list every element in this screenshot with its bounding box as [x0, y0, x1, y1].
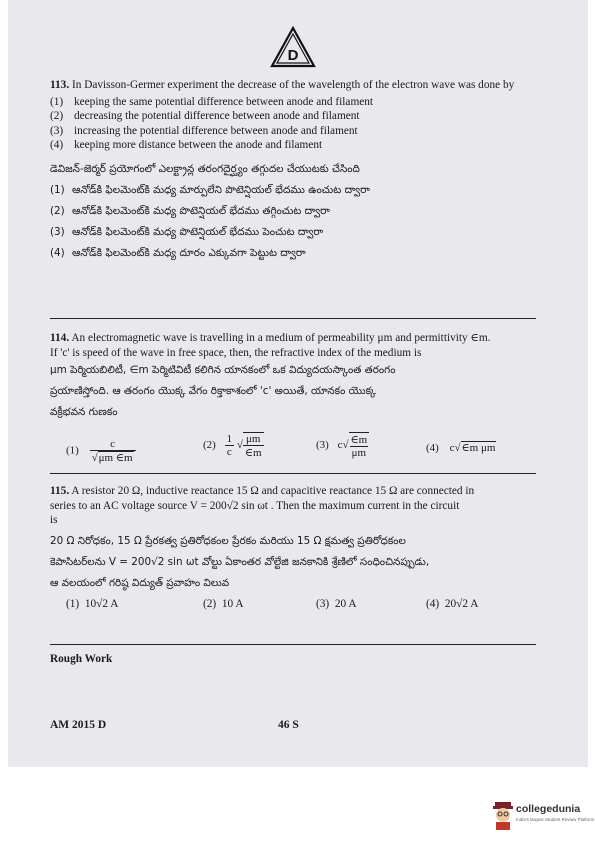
denominator: μm: [351, 447, 367, 459]
q113-options-en: [50, 95, 550, 153]
option-number: (3): [316, 597, 330, 610]
question-text-telugu: ప్రయాణిస్తోంది. ఆ తరంగం యొక్క వేగం రిక్తాకాశంలో 'c' అయితే, యానకం యొక్క: [50, 385, 377, 397]
option-text: 10√2 A: [84, 597, 119, 610]
option-number: (3): [50, 225, 65, 238]
triangle-icon: [270, 26, 316, 68]
question-text: series to an AC voltage source V = 200√2 sin ωt . Then the maximum current in the circuit: [50, 499, 460, 512]
option-telugu[interactable]: [50, 180, 550, 201]
option-telugu[interactable]: [50, 201, 550, 222]
question-text: In Davisson-Germer experiment the decrease of the wavelength of the electron wave was done by: [71, 79, 515, 91]
option-number: (4): [426, 442, 439, 454]
option-2[interactable]: (2) $\frac{1}{c}$ √ $\frac{\mu m}{\in m}$: [203, 433, 262, 459]
option[interactable]: [50, 124, 550, 139]
fraction: [225, 433, 235, 458]
numerator: 1: [226, 433, 233, 445]
option-text: decreasing the potential difference between anode and filament: [74, 110, 360, 122]
question-text: An electromagnetic wave is travelling in a medium of permeability μm and permittivity ∈m.: [71, 332, 491, 344]
question-text: A resistor 20 Ω, inductive reactance 15 Ω and capacitive reactance 15 Ω are connected in: [71, 485, 475, 497]
option-number: (2): [203, 597, 217, 610]
option-text: 10 A: [221, 597, 244, 610]
numerator: μm: [245, 433, 261, 445]
option-text: 20√2 A: [444, 597, 479, 610]
option-telugu[interactable]: [50, 222, 550, 243]
question-text: If 'c' is speed of the wave in free space, then, the refractive index of the medium is: [50, 346, 422, 359]
option-text: increasing the potential difference between anode and filament: [74, 124, 358, 137]
q113-options-te: [50, 180, 550, 264]
option-text: ఆనోడ్‌కి ఫిలమెంట్‌కి మధ్య మార్పులేని పొటెన్షియల్ భేదము ఉంచుట ద్వారా: [72, 183, 370, 196]
q113-text-telugu: డెవిజన్-జెర్మర్ ప్రయోగంలో ఎలక్ట్రాన్ల తరంగదైర్ఘ్యం తగ్గుదల చేయుటకు చేసింది: [50, 162, 360, 175]
option-number: (1): [66, 597, 80, 610]
numerator: ∈m: [350, 434, 368, 446]
coefficient: c: [449, 442, 455, 454]
option-text: keeping the same potential difference between anode and filament: [74, 95, 374, 108]
option[interactable]: [50, 138, 550, 153]
page-number: 46 S: [278, 719, 299, 731]
option-number: (2): [203, 439, 216, 452]
fraction: [90, 438, 136, 464]
radicand: μm ∈m: [98, 452, 133, 464]
logo-name: collegedunia: [516, 803, 581, 815]
question-text-telugu: ఆ వలయంలో గరిష్ఠ విద్యుత్ ప్రవాహం విలువ: [50, 576, 230, 589]
option-1[interactable]: [66, 438, 136, 464]
option-text: ఆనోడ్‌కి ఫిలమెంట్‌కి మధ్య పొటెన్షియల్ భేదము తగ్గించుట ద్వారా: [72, 204, 330, 217]
option-3[interactable]: [316, 597, 357, 612]
option-text: 20 A: [334, 597, 357, 610]
coefficient: c: [337, 439, 343, 452]
q115-line-1: [50, 484, 550, 499]
exam-sheet: [8, 0, 588, 767]
radicand: ∈m μm: [461, 442, 496, 454]
option-text: ఆనోడ్‌కి ఫిలమెంట్‌కి మధ్య దూరం ఎక్కువగా పెట్టుట ద్వారా: [72, 246, 306, 259]
option-number: (1): [66, 444, 79, 457]
option-number: (4): [50, 139, 64, 151]
mascot-icon: [492, 800, 514, 830]
question-113: [50, 78, 550, 264]
rough-work-label: Rough Work: [50, 653, 113, 665]
question-text-telugu: μm పెర్మియబిలిటీ, ∈m పెర్మిటివిటీ కలిగిన యానకంలో ఒక విద్యుదయస్కాంత తరంగం: [50, 364, 396, 376]
option-number: (3): [50, 124, 64, 137]
denominator: √μm ∈m: [90, 450, 136, 464]
option-4[interactable]: (4) c√∈m μm: [426, 442, 496, 454]
option-telugu[interactable]: [50, 243, 550, 264]
root-fraction: [243, 432, 264, 459]
question-text: is: [50, 514, 58, 526]
question-text-telugu: వక్రీభవన గుణకం: [50, 406, 118, 418]
q113-text: [50, 78, 550, 93]
question-number: 114.: [50, 332, 70, 344]
booklet-code: AM 2015 D: [50, 719, 107, 731]
question-114: [50, 331, 550, 423]
option-number: (2): [50, 110, 64, 122]
question-115: [50, 484, 550, 615]
option-number: (4): [426, 597, 440, 610]
option[interactable]: [50, 95, 550, 110]
divider: [50, 644, 536, 645]
option-3[interactable]: (3) c√ $\frac{\in m}{\mu m}$: [316, 434, 368, 459]
q115-options: [50, 597, 550, 615]
denominator: ∈m: [244, 447, 262, 459]
question-number: 113.: [50, 79, 70, 91]
q114-line-1: [50, 331, 550, 346]
option-number: (2): [50, 204, 65, 217]
option-number: (4): [50, 246, 65, 259]
option-number: (1): [50, 183, 65, 196]
logo-tagline: India's largest Student Review Platform: [516, 817, 595, 822]
set-badge: [270, 26, 316, 68]
option[interactable]: [50, 109, 550, 124]
numerator: c: [110, 438, 115, 450]
question-text-telugu: 20 Ω నిరోధకం, 15 Ω ప్రేరకత్వ ప్రతిరోధకంల ప్రేరకం మరియు 15 Ω క్షమత్వ ప్రతిరోధకంల: [50, 534, 406, 547]
option-number: (1): [50, 95, 64, 108]
set-letter: D: [287, 47, 299, 64]
option-1[interactable]: [66, 597, 118, 612]
question-text-telugu: కెపాసిటర్‌లను V = 200√2 sin ωt వోల్టు ఏకాంతర వోల్టేజి జనకానికి శ్రేణిలో సంధించినప్పుడు,: [50, 555, 430, 568]
option-2[interactable]: [203, 597, 244, 612]
option-number: (3): [316, 439, 329, 452]
divider: [50, 473, 536, 474]
option-text: ఆనోడ్‌కి ఫిలమెంట్‌కి మధ్య పొటెన్షియల్ భేదము పెంచుట ద్వారా: [72, 225, 324, 238]
option-4[interactable]: [426, 597, 478, 612]
divider: [50, 318, 536, 319]
collegedunia-logo[interactable]: [492, 800, 595, 834]
root-fraction: [349, 432, 370, 459]
question-number: 115.: [50, 485, 70, 497]
option-text: keeping more distance between the anode and filament: [74, 139, 323, 151]
denominator: c: [226, 446, 232, 458]
